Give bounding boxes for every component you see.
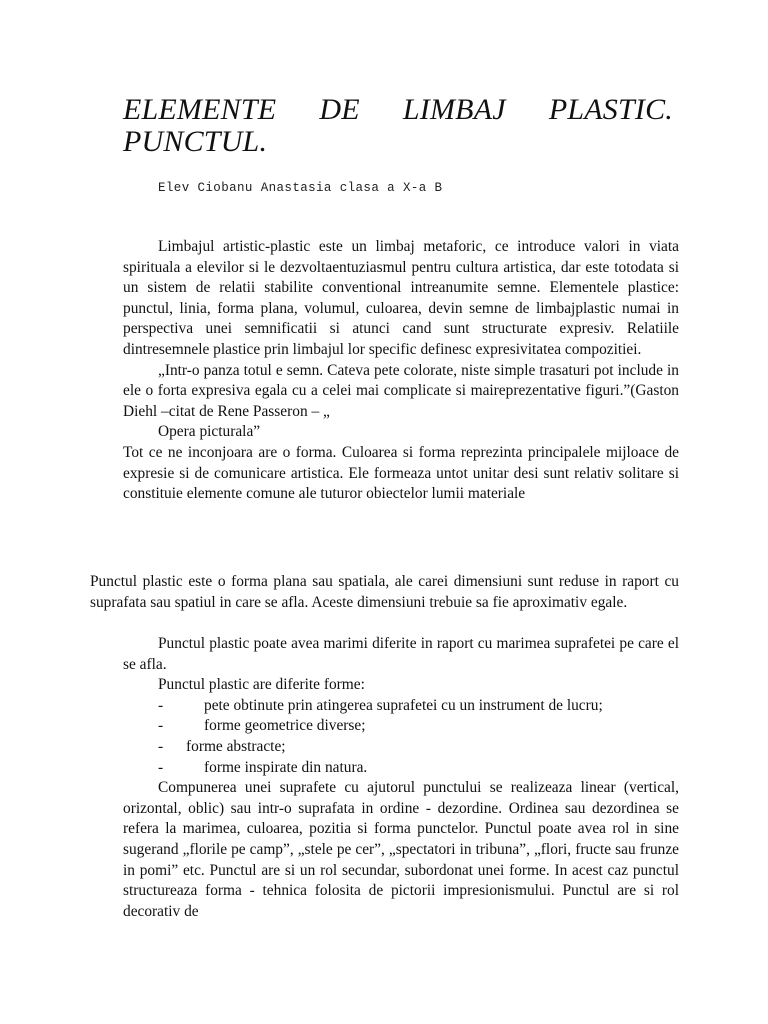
paragraph-composition: Compunerea unei suprafete cu ajutorul punctului se realizeaza linear (vertical, orizontal, oblic) sau intr-o suprafata in ordine - dezordine. Ordinea sau dezordinea se refera la marimea, culoarea, pozitia si forma punctelor. Punctul poate avea rol in sine sugerand „florile pe camp”, „stele pe cer”, „spectatori in tribuna”, „flori, fructe sau frunze in pomi” etc. Punctul are si un rol secundar, subordonat unei forme. In acest caz punctul structureaza forma - tehnica folosita de pictorii impresionismului. Punctul are si rol decorativ de bbox=[123, 779, 679, 920]
title-line-1: ELEMENTE DE LIMBAJ PLASTIC. bbox=[123, 93, 673, 126]
punct-details-section bbox=[123, 634, 679, 922]
paragraph-quote-source: Opera picturala” bbox=[158, 423, 261, 441]
punct-definition-section bbox=[90, 572, 679, 613]
author-line: Elev Ciobanu Anastasia clasa a X-a B bbox=[158, 181, 443, 195]
list-item: - forme inspirate din natura. bbox=[158, 758, 368, 776]
page-title bbox=[123, 94, 673, 158]
intro-section bbox=[123, 237, 679, 505]
paragraph-sizes: Punctul plastic poate avea marimi diferite in raport cu marimea suprafetei pe care el se afla. bbox=[123, 635, 679, 673]
paragraph-definition: Punctul plastic este o forma plana sau spatiala, ale carei dimensiuni sunt reduse in raport cu suprafata sau spatiul in care se afla. Aceste dimensiuni trebuie sa fie aproximativ egale. bbox=[90, 573, 679, 611]
list-item: - forme abstracte; bbox=[158, 737, 286, 755]
forms-list bbox=[123, 696, 679, 778]
paragraph-forms: Tot ce ne inconjoara are o forma. Culoarea si forma reprezinta principalele mijloace de expresie si de comunicare artistica. Ele formeaza untot unitar desi sunt relativ solitare si constituie elemente comune ale tuturor obiectelor lumii materiale bbox=[123, 443, 679, 503]
list-item: - pete obtinute prin atingerea suprafetei cu un instrument de lucru; bbox=[158, 696, 603, 714]
paragraph-intro: Limbajul artistic-plastic este un limbaj metaforic, ce introduce valori in viata spirituala a elevilor si le dezvoltaentuziasmul pentru cultura artistica, dar este totodata si un sistem de relatii stabilite conventional intreanumite semne. Elementele plastice: punctul, linia, forma plana, volumul, culoarea, devin semne de limbajplastic numai in perspectiva unei semnificatii si atunci cand sunt structurate expresiv. Relatiile dintresemnele plastice prin limbajul lor specific definesc expresivitatea compozitiei. bbox=[123, 238, 679, 358]
title-line-2: PUNCTUL. bbox=[123, 125, 268, 158]
paragraph-forms-intro: Punctul plastic are diferite forme: bbox=[158, 676, 365, 694]
list-item: - forme geometrice diverse; bbox=[158, 717, 366, 735]
paragraph-quote: „Intr-o panza totul e semn. Cateva pete colorate, niste simple trasaturi pot include in ele o forta expresiva egala cu a celei mai complicate si maireprezentative figuri.”(Gaston Diehl –citat de Rene Passeron – „ bbox=[123, 361, 679, 420]
